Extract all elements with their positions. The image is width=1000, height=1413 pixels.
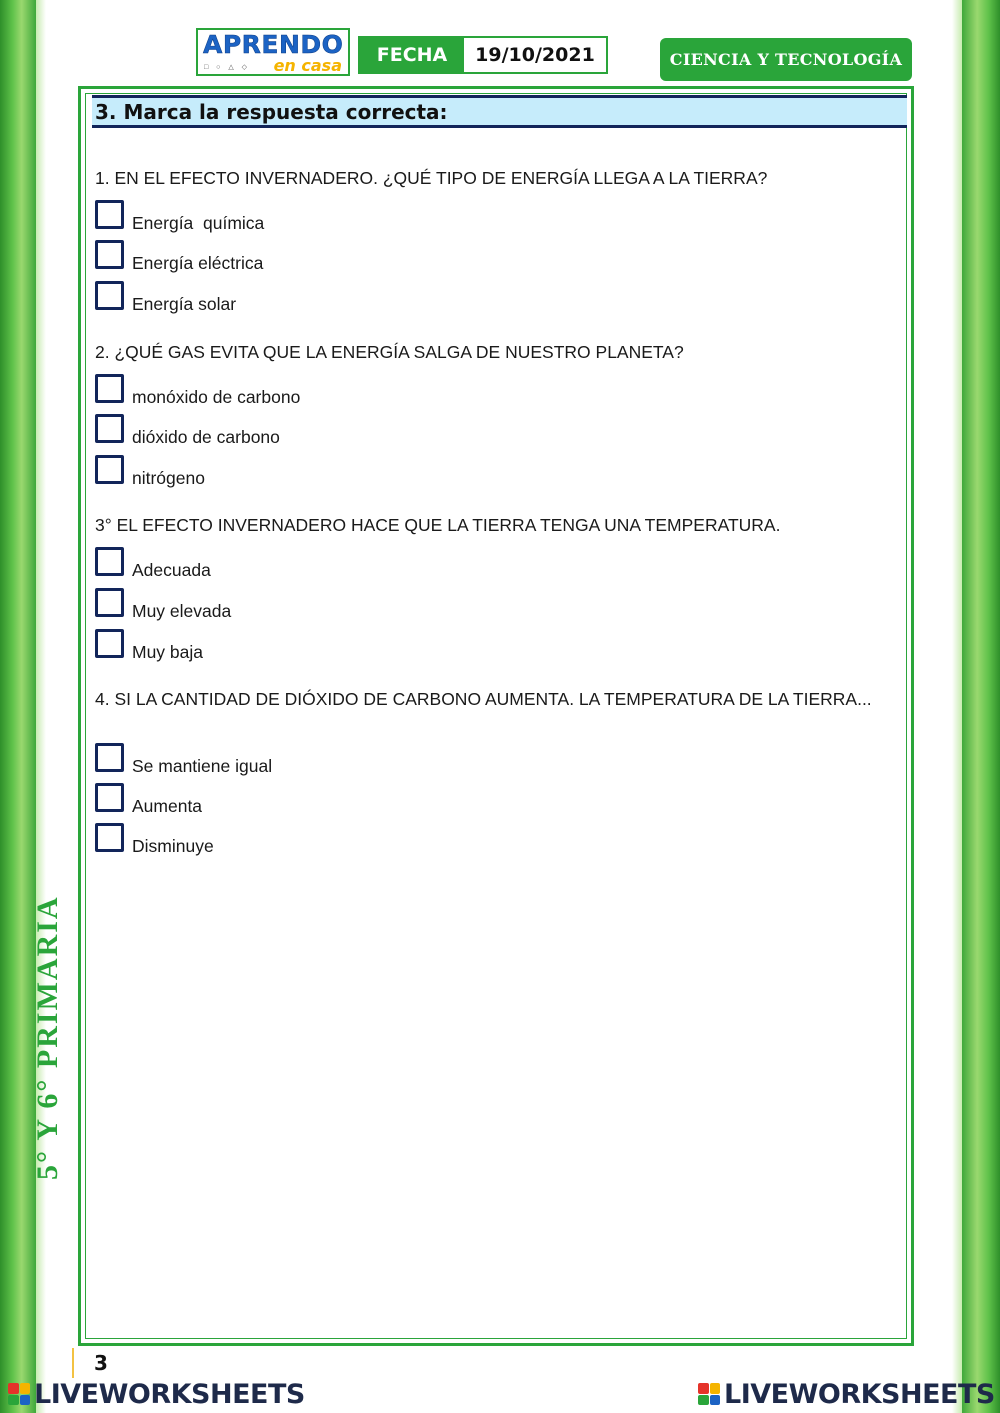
left-green-stripe <box>0 0 36 1413</box>
question-2: 2. ¿QUÉ GAS EVITA QUE LA ENERGÍA SALGA DE NUESTRO PLANETA? <box>95 342 684 362</box>
question-3: 3° EL EFECTO INVERNADERO HACE QUE LA TIERRA TENGA UNA TEMPERATURA. <box>95 515 781 535</box>
checkbox[interactable] <box>95 629 124 658</box>
option-label: Disminuye <box>132 836 214 856</box>
liveworksheets-brand-right <box>698 1378 995 1410</box>
checkbox[interactable] <box>95 455 124 484</box>
logo-sub-text: en casa <box>273 56 342 75</box>
option-label: dióxido de carbono <box>132 427 280 447</box>
grade-side-label: 5° Y 6° PRIMARIA <box>31 895 64 1180</box>
brand-text: LIVEWORKSHEETS <box>724 1378 995 1410</box>
option-2-3[interactable] <box>95 452 205 488</box>
liveworksheets-logo-icon <box>8 1383 30 1405</box>
checkbox[interactable] <box>95 374 124 403</box>
option-label: nitrógeno <box>132 468 205 488</box>
option-label: Muy baja <box>132 642 204 662</box>
option-2-2[interactable] <box>95 411 280 447</box>
option-label: Se mantiene igual <box>132 756 273 776</box>
checkbox[interactable] <box>95 743 124 772</box>
checkbox[interactable] <box>95 240 124 269</box>
subject-badge: CIENCIA Y TECNOLOGÍA <box>660 38 912 81</box>
liveworksheets-logo-icon <box>698 1383 720 1405</box>
date-value: 19/10/2021 <box>475 44 595 66</box>
option-label: Aumenta <box>132 796 203 816</box>
aprendo-en-casa-logo <box>196 28 350 76</box>
checkbox[interactable] <box>95 547 124 576</box>
page-number: 3 <box>72 1348 108 1378</box>
question-4: 4. SI LA CANTIDAD DE DIÓXIDO DE CARBONO AUMENTA. LA TEMPERATURA DE LA TIERRA... <box>95 689 872 709</box>
option-3-1[interactable] <box>95 544 211 580</box>
right-stripe-highlight <box>952 0 962 1413</box>
logo-main-text: APRENDO <box>203 30 344 59</box>
option-3-2[interactable] <box>95 585 232 621</box>
logo-shapes-icon: □ ○ △ ◇ <box>204 64 251 71</box>
option-1-2[interactable] <box>95 237 264 273</box>
option-label: Energía eléctrica <box>132 253 264 273</box>
checkbox[interactable] <box>95 823 124 852</box>
option-label: Adecuada <box>132 560 211 580</box>
right-green-stripe <box>962 0 1000 1413</box>
option-3-3[interactable] <box>95 626 204 662</box>
liveworksheets-brand-left <box>8 1378 305 1410</box>
checkbox[interactable] <box>95 414 124 443</box>
date-box <box>358 36 608 74</box>
option-label: Energía solar <box>132 294 237 314</box>
option-4-2[interactable] <box>95 780 203 816</box>
option-1-3[interactable] <box>95 278 237 314</box>
brand-text: LIVEWORKSHEETS <box>34 1378 305 1410</box>
worksheet-frame <box>78 86 914 1346</box>
option-label: Energía química <box>132 213 265 233</box>
date-label: FECHA <box>360 38 464 72</box>
left-stripe-highlight <box>36 0 46 1413</box>
option-2-1[interactable] <box>95 371 301 407</box>
option-1-1[interactable] <box>95 197 265 233</box>
question-1: 1. EN EL EFECTO INVERNADERO. ¿QUÉ TIPO DE ENERGÍA LLEGA A LA TIERRA? <box>95 168 768 188</box>
option-label: monóxido de carbono <box>132 387 301 407</box>
checkbox[interactable] <box>95 281 124 310</box>
option-label: Muy elevada <box>132 601 232 621</box>
option-4-1[interactable] <box>95 740 273 776</box>
checkbox[interactable] <box>95 200 124 229</box>
option-4-3[interactable] <box>95 820 214 856</box>
checkbox[interactable] <box>95 783 124 812</box>
checkbox[interactable] <box>95 588 124 617</box>
section-title: 3. Marca la respuesta correcta: <box>92 95 907 128</box>
